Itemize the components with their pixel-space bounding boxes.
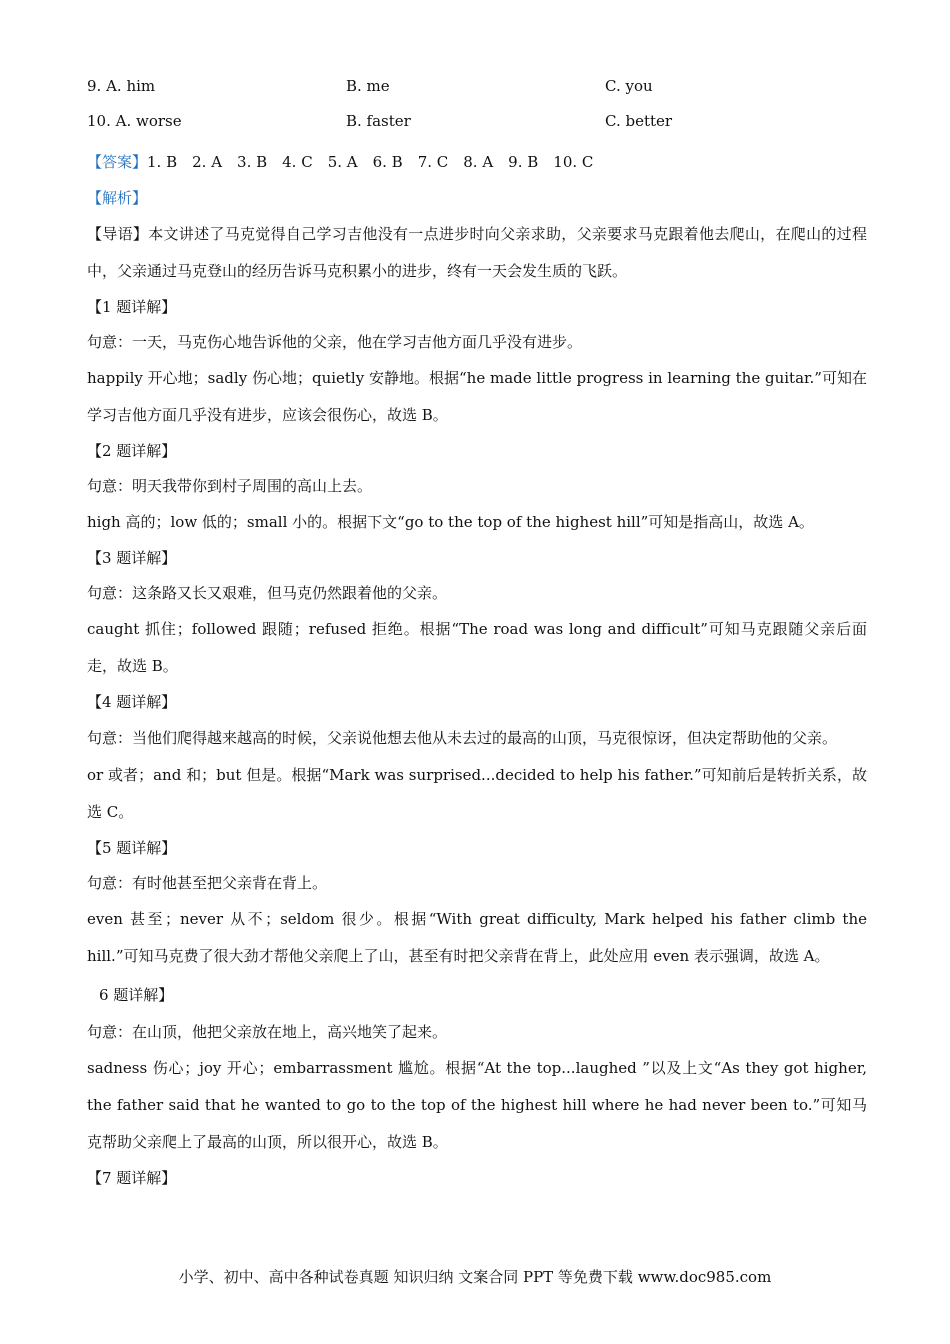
q1-heading: 【1 题详解】 — [87, 298, 177, 316]
q4-detail: or 或者；and 和；but 但是。根据“Mark was surprised...decided to help his father.”可知前后是转折关系，故选 C。 — [87, 766, 867, 821]
q6-meaning: 句意：在山顶，他把父亲放在地上，高兴地笑了起来。 — [87, 1023, 448, 1041]
q1-detail: happily 开心地；sadly 伤心地；quietly 安静地。根据“he made little progress in learning the guitar.”可知在学习吉他方面几乎没有进步，应该会很伤心，故选 B。 — [87, 369, 867, 424]
intro-paragraph — [87, 216, 867, 290]
intro-tag: 【导语】 — [87, 225, 149, 243]
option-10-b: B. faster — [346, 112, 411, 130]
q7-heading: 【7 题详解】 — [87, 1169, 177, 1187]
q6-detail: sadness 伤心；joy 开心；embarrassment 尴尬。根据“At the top...laughed ”以及上文“As they got higher, the father said that he wanted to go to the top of the highest hill where he had never been to.”可知马克帮助父亲爬上了最高的山顶，所以很开心，故选 B。 — [87, 1059, 867, 1151]
q2-heading: 【2 题详解】 — [87, 442, 177, 460]
q3-detail: caught 抓住；followed 跟随；refused 拒绝。根据“The road was long and difficult”可知马克跟随父亲后面走，故选 B。 — [87, 620, 867, 675]
answer-tag: 【答案】 — [87, 153, 148, 171]
document-page — [87, 74, 867, 1196]
q4-meaning: 句意：当他们爬得越来越高的时候，父亲说他想去他从未去过的最高的山顶，马克很惊讶，但决定帮助他的父亲。 — [87, 729, 838, 747]
q4-heading: 【4 题详解】 — [87, 693, 177, 711]
q5-heading: 【5 题详解】 — [87, 839, 177, 857]
q2-detail: high 高的；low 低的；small 小的。根据下文“go to the top of the highest hill”可知是指高山，故选 A。 — [87, 513, 814, 531]
q1-meaning: 句意：一天，马克伤心地告诉他的父亲，他在学习吉他方面几乎没有进步。 — [87, 333, 583, 351]
intro-text: 本文讲述了马克觉得自己学习吉他没有一点进步时向父亲求助，父亲要求马克跟着他去爬山，在爬山的过程中，父亲通过马克登山的经历告诉马克积累小的进步，终有一天会发生质的飞跃。 — [87, 225, 867, 280]
option-row-9 — [87, 74, 867, 109]
option-10-a: 10. A. worse — [87, 112, 182, 130]
answer-text: 1. B 2. A 3. B 4. C 5. A 6. B 7. C 8. A 9. B 10. C — [147, 153, 594, 171]
option-9-a: 9. A. him — [87, 77, 156, 95]
q3-meaning: 句意：这条路又长又艰难，但马克仍然跟着他的父亲。 — [87, 584, 448, 602]
q5-meaning: 句意：有时他甚至把父亲背在背上。 — [87, 874, 328, 892]
q3-heading: 【3 题详解】 — [87, 549, 177, 567]
q2-meaning: 句意：明天我带你到村子周围的高山上去。 — [87, 477, 373, 495]
q6-heading: 6 题详解】 — [99, 986, 174, 1004]
option-row-10 — [87, 109, 867, 144]
analysis-tag: 【解析】 — [87, 189, 148, 207]
analysis-line — [87, 180, 867, 216]
option-10-c: C. better — [605, 112, 673, 130]
answer-line — [87, 144, 867, 180]
option-9-c: C. you — [605, 77, 653, 95]
q5-detail: even 甚至；never 从不；seldom 很少。根据“With great difficulty, Mark helped his father climb the hill.”可知马克费了很大劲才帮他父亲爬上了山，甚至有时把父亲背在背上，此处应用 even 表示强调，故选 A。 — [87, 910, 867, 965]
page-footer: 小学、初中、高中各种试卷真题 知识归纳 文案合同 PPT 等免费下载 www.doc985.com — [178, 1268, 772, 1286]
option-9-b: B. me — [346, 77, 390, 95]
